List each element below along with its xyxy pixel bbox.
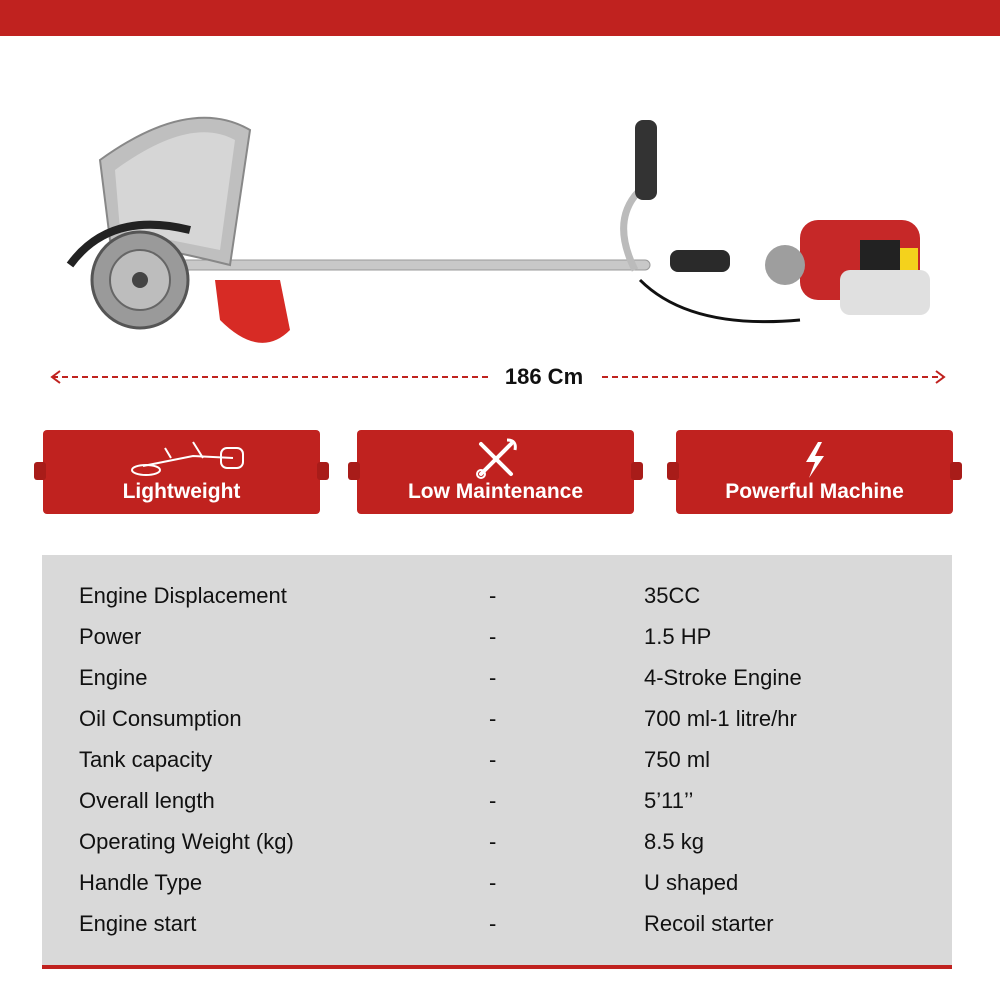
length-dimension bbox=[48, 360, 948, 394]
table-row bbox=[42, 637, 952, 690]
feature-label: Powerful Machine bbox=[725, 480, 904, 503]
spec-key: Operating Weight (kg) bbox=[79, 829, 294, 854]
feature-lightweight bbox=[43, 430, 320, 514]
spec-key: Handle Type bbox=[79, 870, 203, 895]
table-bottom-border bbox=[42, 965, 952, 969]
spec-separator: - bbox=[489, 747, 497, 772]
spec-key: Power bbox=[79, 624, 142, 649]
spec-key: Overall length bbox=[79, 788, 215, 813]
spec-key: Engine start bbox=[79, 911, 197, 936]
spec-value: 35CC bbox=[644, 583, 701, 608]
tools-icon bbox=[357, 436, 634, 480]
feature-powerful-machine bbox=[676, 430, 953, 514]
spec-key: Engine Displacement bbox=[79, 583, 287, 608]
spec-key: Oil Consumption bbox=[79, 706, 242, 731]
spec-separator: - bbox=[489, 583, 497, 608]
spec-separator: - bbox=[489, 665, 497, 690]
feature-label: Lightweight bbox=[122, 480, 241, 503]
spec-key: Engine bbox=[79, 665, 148, 690]
table-row bbox=[42, 555, 952, 608]
spec-separator: - bbox=[489, 870, 497, 895]
spec-separator: - bbox=[489, 788, 497, 813]
table-row bbox=[42, 883, 952, 936]
spec-separator: - bbox=[489, 624, 497, 649]
spec-value: 4-Stroke Engine bbox=[644, 665, 802, 690]
spec-value: U shaped bbox=[644, 870, 739, 895]
table-row bbox=[42, 801, 952, 854]
spec-separator: - bbox=[489, 829, 497, 854]
brush-cutter-icon bbox=[43, 436, 320, 480]
spec-separator: - bbox=[489, 911, 497, 936]
spec-key: Tank capacity bbox=[79, 747, 213, 772]
feature-low-maintenance bbox=[357, 430, 634, 514]
table-row bbox=[42, 596, 952, 649]
brush-cutter-image bbox=[40, 90, 960, 370]
spec-value: Recoil starter bbox=[644, 911, 774, 936]
table-row bbox=[42, 678, 952, 731]
feature-label: Low Maintenance bbox=[407, 480, 584, 503]
lightning-icon bbox=[676, 436, 953, 480]
dimension-label: 186 Cm bbox=[488, 364, 600, 390]
spec-value: 700 ml-1 litre/hr bbox=[644, 706, 797, 731]
table-row bbox=[42, 842, 952, 895]
spec-value: 8.5 kg bbox=[644, 829, 704, 854]
spec-table bbox=[42, 555, 952, 965]
table-row bbox=[42, 760, 952, 813]
spec-value: 1.5 HP bbox=[644, 624, 712, 649]
spec-value: 5’11’’ bbox=[644, 788, 694, 813]
top-banner bbox=[0, 0, 1000, 36]
spec-value: 750 ml bbox=[644, 747, 711, 772]
spec-separator: - bbox=[489, 706, 497, 731]
table-row bbox=[42, 719, 952, 772]
